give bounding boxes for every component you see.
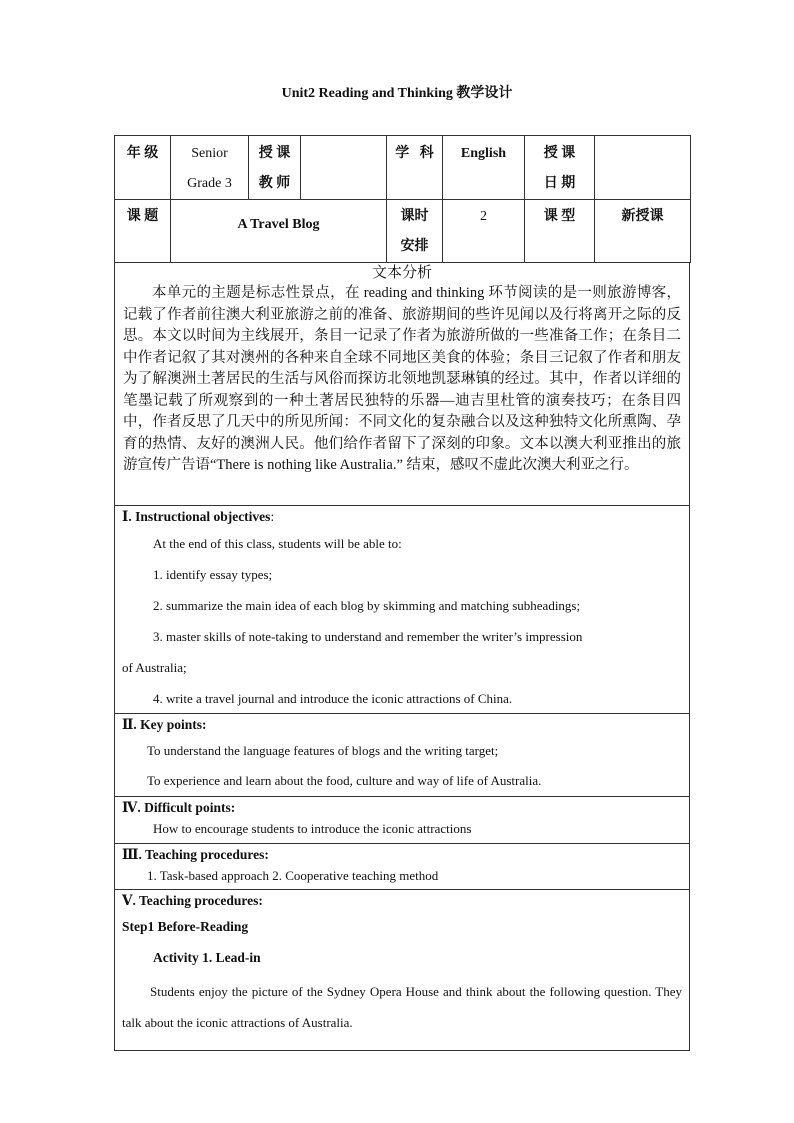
- objectives-intro: At the end of this class, students will be able to:: [153, 536, 402, 551]
- step-heading: Step1 Before-Reading: [122, 919, 249, 934]
- objective-item: 2. summarize the main idea of each blog by skimming and matching subheadings;: [153, 598, 581, 613]
- period-value: 2: [443, 200, 525, 263]
- teaching-procedures-section: [114, 889, 690, 1051]
- info-table: [114, 135, 691, 263]
- activity-heading: Activity 1. Lead-in: [153, 950, 261, 965]
- grade-label: 年 级: [115, 136, 171, 200]
- text-analysis-body: 本单元的主题是标志性景点，在 reading and thinking 环节阅读的是一则旅游博客，记载了作者前往澳大利亚旅游之前的准备、旅游期间的些许见闻以及行将离开之际的反思。本文以时间为主线展开，条目一记录了作者为旅游所做的一些准备工作；在条目二中作者记叙了其对澳州的各种来自全球不同地区美食的体验；条目三记叙了作者和朋友为了解澳洲土著居民的生活与风俗而探访北领地凯瑟琳镇的经过。其中，作者以详细的笔墨记载了所观察到的一种土著居民独特的乐器—迪吉里杜管的演奏技巧；在条目四中，作者反思了几天中的所见所闻：不同文化的复杂融合以及这种独特文化所熏陶、孕育的热情、友好的澳洲人民。他们给作者留下了深刻的印象。文本以澳大利亚推出的旅游宣传广告语“There is nothing like Australia.” 结束，感叹不虚此次澳大利亚之行。: [123, 285, 681, 473]
- difficult-points-section: [114, 796, 690, 844]
- objective-item: 4. write a travel journal and introduce the iconic attractions of China.: [153, 691, 513, 706]
- objectives-section: [114, 505, 690, 714]
- date-label: 授 课 日 期: [525, 136, 595, 200]
- teacher-value: [301, 136, 387, 200]
- type-value: 新授课: [595, 200, 691, 263]
- topic-label: 课 题: [115, 200, 171, 263]
- type-label: 课 型: [525, 200, 595, 263]
- subject-label: 学 科: [387, 136, 443, 200]
- key-point-item: To understand the language features of blogs and the writing target;: [147, 743, 499, 758]
- teaching-methods-heading: Ⅲ. Teaching procedures:: [122, 847, 269, 862]
- difficult-points-text: How to encourage students to introduce the iconic attractions: [153, 821, 472, 836]
- teaching-methods-text: 1. Task-based approach 2. Cooperative teaching method: [147, 868, 439, 883]
- page-title: Unit2 Reading and Thinking 教学设计: [281, 86, 513, 101]
- activity-text: Students enjoy the picture of the Sydney Opera House and think about the following question. They talk about the iconic attractions of Australia.: [122, 984, 682, 1030]
- teaching-procedures-heading: Ⅴ. Teaching procedures:: [122, 893, 263, 908]
- objective-item: 3. master skills of note-taking to understand and remember the writer’s impression: [153, 629, 583, 644]
- key-points-heading: Ⅱ. Key points:: [122, 717, 207, 732]
- teacher-label: 授 课 教 师: [249, 136, 301, 200]
- key-point-item: To experience and learn about the food, culture and way of life of Australia.: [147, 773, 542, 788]
- objective-item: of Australia;: [122, 660, 187, 675]
- teaching-methods-section: [114, 843, 690, 890]
- objectives-heading: Ⅰ. Instructional objectives:: [122, 509, 275, 524]
- topic-value: A Travel Blog: [171, 200, 387, 263]
- subject-value: English: [443, 136, 525, 200]
- objective-item: 1. identify essay types;: [153, 567, 273, 582]
- text-analysis-section: [114, 262, 690, 506]
- grade-value: Senior Grade 3: [171, 136, 249, 200]
- text-analysis-heading: 文本分析: [371, 265, 432, 281]
- period-label: 课时 安排: [387, 200, 443, 263]
- difficult-points-heading: Ⅳ. Difficult points:: [122, 800, 236, 815]
- date-value: [595, 136, 691, 200]
- key-points-section: [114, 713, 690, 797]
